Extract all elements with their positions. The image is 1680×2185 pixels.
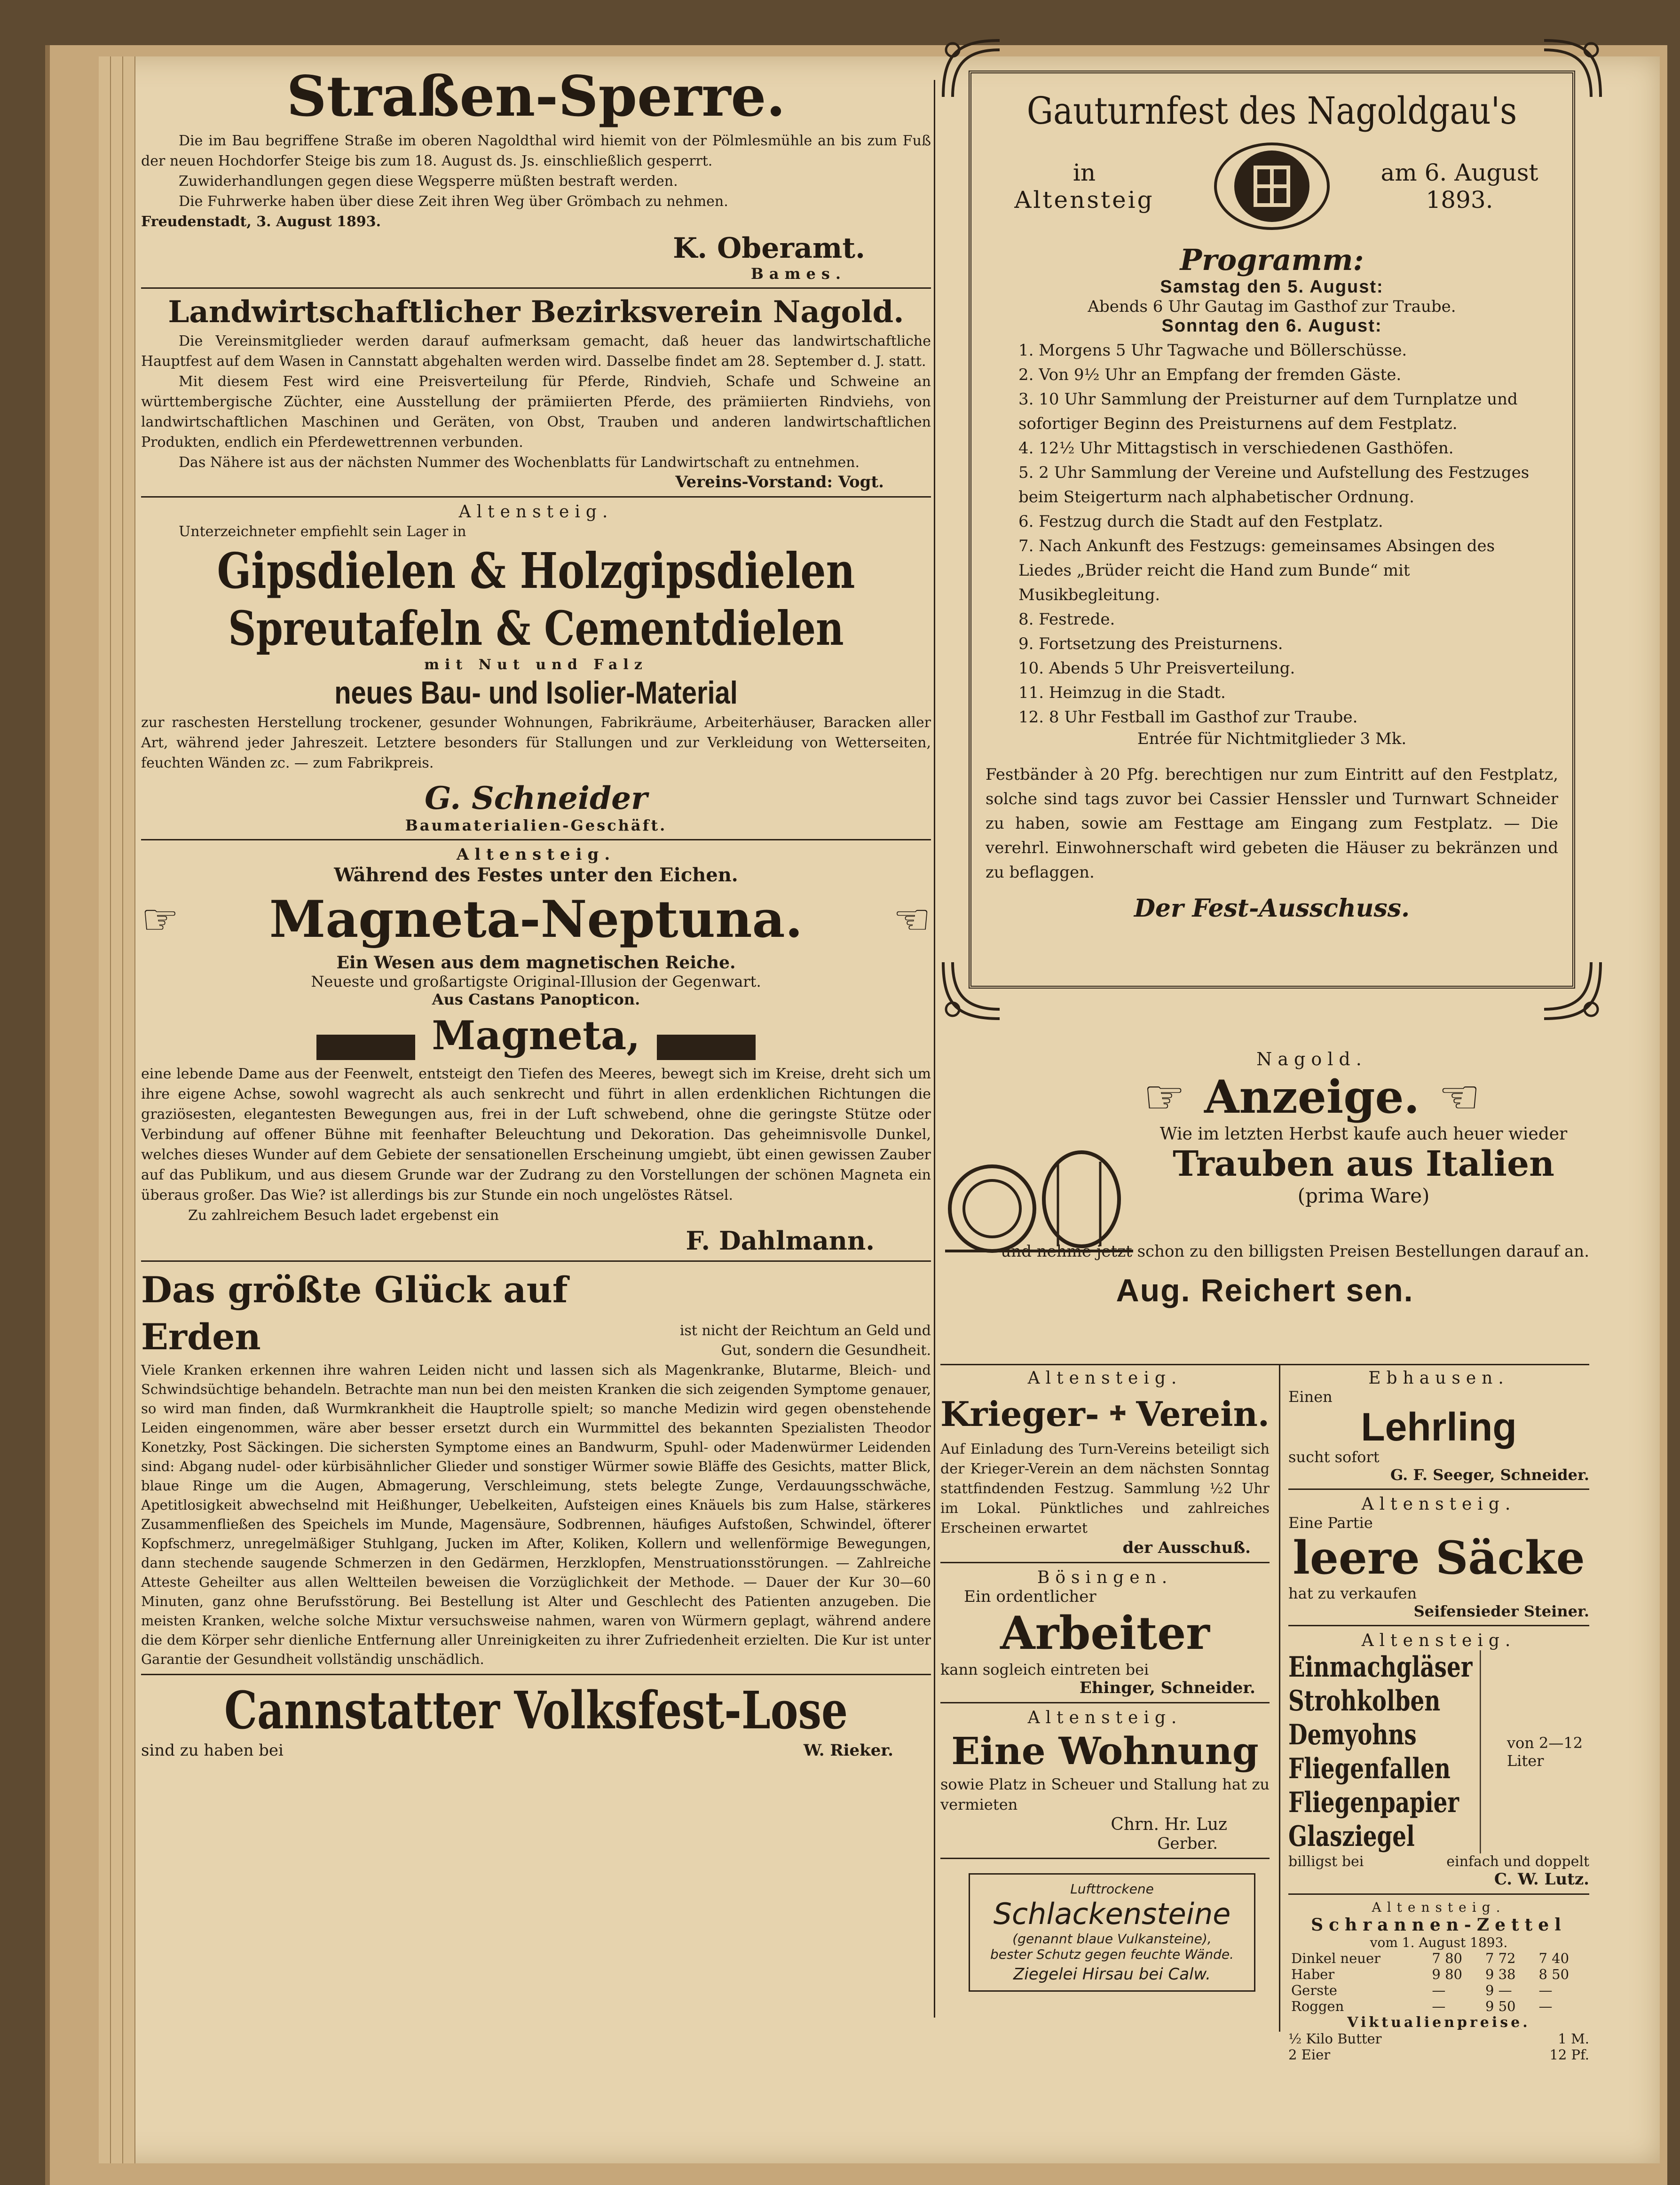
ad-title: Landwirtschaftlicher Bezirksverein Nagold. (168, 294, 904, 330)
ad-text: in (1073, 159, 1096, 186)
place: Altensteig. (1027, 1708, 1183, 1727)
iron-cross-icon (1109, 1388, 1127, 1440)
ad-arbeiter (940, 1568, 1270, 1697)
headline: Anzeige. (1204, 1070, 1420, 1124)
ad-glueck (141, 1267, 931, 1669)
ad-text: Die Fuhrwerke haben über diese Zeit ihren Weg über Grömbach zu nehmen. (179, 193, 728, 210)
column-rule (1279, 1364, 1280, 2032)
headline: Lehrling (1361, 1405, 1517, 1449)
ad-text: Zu zahlreichem Besuch ladet ergebenst ein (188, 1207, 499, 1224)
headline: Krieger- (940, 1393, 1099, 1434)
place: Bösingen. (1037, 1568, 1173, 1587)
divider (940, 1562, 1270, 1563)
product-item: Fliegenpapier (1288, 1786, 1459, 1819)
headline: Magneta, (432, 1012, 640, 1059)
ad-text: (prima Ware) (1297, 1184, 1430, 1207)
table-subtitle: Viktualienpreise. (1347, 2014, 1530, 2031)
ad-text: Die im Bau begriffene Straße im oberen Nagoldthal wird hiemit von der Pölmlesmühle an bis zum Fuß der neuen Hochdorfer Steige bis zum 18. August ds. Js. einschließlich gesperrt. (141, 133, 931, 169)
ad-text: von 2—12 Liter (1506, 1734, 1583, 1770)
table-cell: 9 38 (1485, 1966, 1516, 1982)
table-cell: 7 40 (1538, 1950, 1570, 1966)
headline: Gipsdielen & Holzgipsdielen (217, 542, 855, 600)
signer: F. Dahlmann. (686, 1225, 875, 1256)
corner-ornament-icon (1539, 36, 1605, 102)
ad-text: zur raschesten Herstellung trockener, gesunder Wohnungen, Fabrikräume, Arbeiterhäuser, Baracken aller Art, während jeder Jahreszeit. Letztere besonders für Stallungen und zur Verkleidung von Wetterseiten, feuchten Wänden zc. — zum Fabrikpreis. (141, 714, 931, 771)
ad-text: sowie Platz in Scheuer und Stallung hat zu vermieten (940, 1775, 1270, 1813)
table-row (1288, 1998, 1589, 2014)
program-item: 3. 10 Uhr Sammlung der Preisturner auf dem Turnplatze und sofortiger Beginn des Preisturnens auf dem Festplatz. (1018, 390, 1518, 433)
signer: Ziegelei Hirsau bei Calw. (1013, 1965, 1211, 1984)
signer: der Ausschuß. (1122, 1538, 1251, 1557)
ad-gauturnfest (969, 71, 1575, 989)
table-cell: 7 80 (1432, 1950, 1462, 1966)
program-item: 11. Heimzug in die Stadt. (1018, 683, 1226, 702)
signer: Seifensieder Steiner. (1413, 1602, 1589, 1620)
table-cell: 9 50 (1485, 1998, 1516, 2014)
headline: Das größte Glück auf Erden (141, 1268, 568, 1358)
place: Altensteig. (456, 845, 616, 864)
pointing-hand-icon: ☞ (141, 895, 179, 944)
ad-text: ist nicht der Reichtum an Geld und Gut, sondern die Gesundheit. (679, 1322, 931, 1359)
ad-magneta (141, 845, 931, 1256)
ad-text: Das Nähere ist aus der nächsten Nummer des Wochenblatts für Landwirtschaft zu entnehmen. (179, 454, 860, 471)
program-item: 2. Von 9½ Uhr an Empfang der fremden Gäste. (1018, 365, 1402, 384)
program-list (1018, 338, 1544, 729)
divider (141, 839, 931, 840)
table-cell: 9 80 (1432, 1966, 1462, 1982)
table-cell: 12 Pf. (1549, 2047, 1589, 2063)
divider (141, 287, 931, 289)
product-item: Demyohns (1288, 1718, 1417, 1751)
ad-text: sind zu haben bei (141, 1741, 284, 1760)
place: Altensteig (1014, 186, 1154, 214)
signer: Vereins-Vorstand: Vogt. (675, 473, 884, 491)
section-title: Programm: (1180, 243, 1364, 277)
program-item: 6. Festzug durch die Stadt auf den Festplatz. (1018, 512, 1383, 531)
ad-text: Unterzeichneter empfiehlt sein Lager in (179, 523, 466, 540)
signer: Ehinger, Schneider. (1079, 1678, 1255, 1697)
program-text: Entrée für Nichtmitglieder 3 Mk. (1137, 729, 1407, 748)
left-column (141, 63, 931, 1760)
ad-text: sucht sofort (1288, 1448, 1380, 1466)
ad-title: Straßen-Sperre. (286, 63, 786, 129)
ad-text: (genannt blaue Vulkansteine), (1012, 1931, 1212, 1947)
date: am 6. August (1380, 159, 1538, 186)
headline: Verein. (1136, 1393, 1270, 1434)
place: Altensteig. (1361, 1495, 1516, 1514)
table-date: vom 1. August 1893. (1370, 1935, 1508, 1950)
table-cell: Roggen (1291, 1998, 1344, 2014)
ad-text: und nehme jetzt schon zu den billigsten Preisen Bestellungen darauf an. (1001, 1242, 1589, 1261)
table-cell: — (1538, 1982, 1553, 1998)
place: Altensteig. (1372, 1900, 1506, 1915)
ad-text: Viele Kranken erkennen ihre wahren Leiden nicht und lassen sich als Magenkranke, Blutarme, Bleich- und Schwindsüchtige behandeln. Betrachte man nun bei den meisten Kranken die sich zeigenden Symptome genauer, so wird man finden, daß Wurmkrankheit die Hauptrolle spielt; so manche Medizin wird gegen obenstehende Leiden eingenommen, wäre aber besser ersetzt durch ein Wurmmittel des bekannten Spezialisten Theodor Konetzky, Post Säckingen. Die sichersten Symptome eines an Bandwurm, Spuhl- oder Madenwürmer Leidenden sind: Abgang nudel- oder kürbisähnlicher Glieder und sonstiger Würmer sowie Bläffe des Gesichts, matter Blick, blaue Ringe um die Augen, Abmagerung, Verschleimung, stets belegte Zunge, Verdauungsschwäche, Apetitlosigkeit abwechselnd mit Heißhunger, Uebelkeiten, Aufsteigen eines Knäuels bis zum Halse, stärkeres Zusammenfließen des Speichels im Munde, Magensäure, Sodbrennen, häufiges Aufstoßen, Schwindel, öfterer Kopfschmerz, unregelmäßiger Stuhlgang, Jucken im After, Koliken, Kollern und wellenförmige Bewegungen, dann stechende saugende Schmerzen in den Gedärmen, Herzklopfen, Menstruationsstörungen. — Zahlreiche Atteste Geheilter aus allen Weltteilen beweisen die Vorzüglichkeit der Methode. — Dauer der Kur 30—60 Minuten, ganz ohne Berufsstörung. Bei Bestellung ist Alter und Geschlecht des Patienten anzugeben. Die meisten Kranken, welche solche Mixtur versuchsweise nahmen, waren von Würmern geplagt, während andere die dem Körper sehr dienliche Entfernung aller Unreinigkeiten zu ihrer Zufriedenheit erzielten. Die Kur ist unter Garantie der Gesundheit vollständig unschädlich. (141, 1362, 931, 1667)
divider (1288, 1625, 1589, 1626)
table-cell: 2 Eier (1288, 2047, 1331, 2063)
subline: Neueste und großartigste Original-Illusion der Gegenwart. (311, 973, 761, 990)
program-item: 12. 8 Uhr Festball im Gasthof zur Traube. (1018, 708, 1358, 727)
ad-text: billigst bei (1288, 1853, 1364, 1870)
ad-text: bester Schutz gegen feuchte Wände. (990, 1947, 1234, 1962)
decorative-bar (657, 1035, 756, 1060)
program-item: 9. Fortsetzung des Preisturnens. (1018, 634, 1283, 653)
program-item: 7. Nach Ankunft des Festzugs: gemeinsames Absingen des Liedes „Brüder reicht die Hand zum Bunde“ mit Musikbegleitung. (1018, 537, 1495, 604)
place: Altensteig. (1361, 1631, 1516, 1650)
headline: neues Bau- und Isolier-Material (334, 675, 738, 711)
wine-barrels-illustration (940, 1143, 1138, 1256)
subline: mit Nut und Falz (424, 657, 648, 673)
headline: Spreutafeln & Cementdielen (228, 601, 844, 656)
signer: C. W. Lutz. (1494, 1870, 1589, 1889)
subcolumn-right (1288, 1369, 1589, 2063)
ad-text: eine lebende Dame aus der Feenwelt, entsteigt den Tiefen des Meeres, bewegt sich im Kreise, dreht sich um ihre eigene Achse, sowohl wagrecht als auch senkrecht und führt in allen erdenklichen Richtungen die graziösesten, elegantesten Bewegungen aus, frei in der Luft schwebend, ohne die geringste Stütze oder Verbindung auf offener Bühne mit feenhafter Beleuchtung und Dekoration. Das geheimnisvolle Dunkel, welches dieses Wunder auf dem Gebiete der sensationellen Erscheinung umgiebt, übt einen gewissen Zauber auf das Publikum, und aus diesem Grunde war der Zudrang zu den Vorstellungen der schönen Magneta ein überaus großer. Das Wie? ist allerdings bis zur Stunde ein noch ungelöstes Rätsel. (141, 1065, 931, 1203)
table-cell: Haber (1291, 1966, 1335, 1982)
product-item: Fliegenfallen (1288, 1752, 1451, 1785)
table-cell: 1 M. (1558, 2031, 1589, 2047)
ad-lehrling (1288, 1369, 1589, 1484)
headline: Arbeiter (1000, 1607, 1210, 1660)
divider (141, 1260, 931, 1262)
table-cell: ½ Kilo Butter (1288, 2031, 1382, 2047)
product-item: Strohkolben (1288, 1685, 1441, 1718)
subcolumn-left (940, 1369, 1270, 1992)
corner-ornament-icon (1539, 958, 1605, 1023)
divider (940, 1364, 1589, 1365)
product-item: Einmachgläser (1288, 1651, 1473, 1684)
table-cell: — (1538, 1998, 1553, 2014)
product-item: Glasziegel (1288, 1820, 1415, 1853)
program-item: 10. Abends 5 Uhr Preisverteilung. (1018, 659, 1295, 678)
place: Altensteig. (1027, 1369, 1183, 1388)
page-edge (111, 56, 123, 2163)
table-row (1288, 1950, 1589, 1966)
program-text: Abends 6 Uhr Gautag im Gasthof zur Traube. (1088, 297, 1456, 316)
signer: Chrn. Hr. Luz (1111, 1815, 1227, 1834)
headline: Eine Wohnung (951, 1729, 1259, 1773)
headline: leere Säcke (1293, 1531, 1585, 1584)
page-edge (123, 56, 135, 2163)
table-title: Schrannen-Zettel (1311, 1915, 1567, 1935)
signer: Der Fest-Ausschuss. (1134, 894, 1410, 923)
firm: Baumaterialien-Geschäft. (405, 816, 667, 834)
table-cell: — (1432, 1998, 1446, 2014)
divider (141, 1674, 931, 1675)
ad-text: Die Vereinsmitglieder werden darauf aufmerksam gemacht, daß heuer das landwirtschaftliche Hauptfest auf dem Wasen in Cannstatt abgehalten werden wird. Dasselbe findet am 28. September d. J. statt. (141, 333, 931, 370)
ad-text: Auf Einladung des Turn-Vereins beteiligt sich der Krieger-Verein an dem nächsten Sonntag stattfindenden Festzug. Sammlung ½2 Uhr im Lokal. Pünktliches und zahlreiches Erscheinen erwartet (940, 1441, 1270, 1536)
year: 1893. (1426, 186, 1493, 214)
place: Nagold. (1256, 1049, 1367, 1069)
ad-landwirtschaft (141, 293, 931, 491)
headline: Cannstatter Volksfest-Lose (224, 1679, 848, 1741)
table-cell: — (1432, 1982, 1446, 1998)
table-row (1288, 1966, 1589, 1982)
subline: Aus Castans Panopticon. (432, 990, 640, 1008)
signer: Aug. Reichert sen. (1116, 1273, 1414, 1308)
corner-ornament-icon (939, 958, 1004, 1023)
signer: K. Oberamt. (673, 232, 865, 265)
right-column (940, 28, 1589, 2063)
table-cell: 7 72 (1485, 1950, 1516, 1966)
headline: Magneta-Neptuna. (269, 890, 803, 949)
ad-text: einfach und doppelt (1446, 1853, 1589, 1870)
ad-schlackensteine (969, 1873, 1255, 1992)
program-item: 8. Festrede. (1018, 610, 1115, 629)
ad-text: Zuwiderhandlungen gegen diese Wegsperre müßten bestraft werden. (179, 173, 678, 190)
pointing-hand-icon: ☜ (1438, 1069, 1481, 1124)
divider (1288, 1893, 1589, 1895)
ad-wohnung (940, 1708, 1270, 1853)
program-item: 5. 2 Uhr Sammlung der Vereine und Aufstellung des Festzuges beim Steigerturm nach alphabetischer Ordnung. (1018, 463, 1530, 507)
signer: W. Rieker. (803, 1741, 893, 1760)
signer: G. F. Seeger, Schneider. (1390, 1466, 1589, 1484)
headline: Schlackensteine (993, 1897, 1231, 1931)
day-heading: Sonntag den 6. August: (1161, 316, 1382, 336)
ad-glaeser (1288, 1631, 1589, 1889)
pointing-hand-icon: ☞ (1143, 1069, 1186, 1124)
subline: Während des Festes unter den Eichen. (334, 864, 738, 886)
turner-emblem-icon (1211, 139, 1333, 233)
table-cell: Dinkel neuer (1291, 1950, 1380, 1966)
divider (940, 1702, 1270, 1703)
ad-strassen-sperre (141, 63, 931, 283)
ad-text: Lufttrockene (1070, 1881, 1154, 1897)
table-schrannen-zettel (1288, 1900, 1589, 2063)
ad-schneider (141, 502, 931, 834)
ad-text: Mit diesem Fest wird eine Preisverteilung für Pferde, Rindvieh, Schafe und Schweine an württembergische Züchter, eine Ausstellung der prämiierten Pferde, des prämiierten Rindviehs, von landwirtschaftlichen Maschinen und Geräten, von Obst, Trauben und anderen landwirtschaftlichen Produkten, endlich ein Pferdewettrennen verbunden. (141, 373, 931, 451)
place: Altensteig. (458, 502, 614, 522)
table-row (1288, 1982, 1589, 1998)
ad-text: Wie im letzten Herbst kaufe auch heuer wieder (1159, 1124, 1568, 1144)
program-item: 1. Morgens 5 Uhr Tagwache und Böllerschüsse. (1018, 341, 1407, 360)
ad-reichert (940, 1049, 1589, 1309)
place: Ebhausen. (1368, 1369, 1509, 1388)
signer-name: Bames. (750, 265, 846, 283)
ad-volksfest-lose (141, 1680, 931, 1760)
divider (940, 1858, 1270, 1859)
table-cell: Gerste (1291, 1982, 1337, 1998)
headline: Trauben aus Italien (1173, 1144, 1554, 1184)
name: G. Schneider (425, 780, 647, 816)
ad-text: Eine Partie (1288, 1514, 1373, 1532)
subline: Ein Wesen aus dem magnetischen Reiche. (336, 953, 736, 973)
ad-krieger-verein (940, 1369, 1270, 1557)
ad-text: kann sogleich eintreten bei (940, 1661, 1149, 1678)
day-heading: Samstag den 5. August: (1160, 277, 1384, 297)
ad-saecke (1288, 1495, 1589, 1620)
divider (1288, 1488, 1589, 1490)
program-note: Festbänder à 20 Pfg. berechtigen nur zum Eintritt auf den Festplatz, solche sind tags zuvor bei Cassier Henssler und Turnwart Schneider zu haben, sowie am Festtage am Eingang zum Festplatz. — Die verehrl. Einwohnerschaft wird gebeten die Häuser zu bekränzen und zu beflaggen. (986, 765, 1558, 882)
decorative-bar (316, 1035, 415, 1060)
dateline: Freudenstadt, 3. August 1893. (141, 214, 381, 230)
pointing-hand-icon: ☜ (893, 895, 931, 944)
divider (141, 496, 931, 498)
signer-trade: Gerber. (1157, 1834, 1218, 1853)
column-rule (934, 80, 935, 2018)
price-table (1288, 1950, 1589, 2014)
page-edge (99, 56, 111, 2163)
program-item: 4. 12½ Uhr Mittagstisch in verschiedenen Gasthöfen. (1018, 439, 1454, 458)
headline: Gauturnfest des Nagoldgau's (1026, 89, 1517, 133)
corner-ornament-icon (939, 36, 1004, 102)
ad-text: Ein ordentlicher (964, 1587, 1096, 1606)
table-cell: 9 — (1485, 1982, 1512, 1998)
ad-text: Einen (1288, 1388, 1333, 1406)
table-cell: 8 50 (1538, 1966, 1570, 1982)
ad-text: hat zu verkaufen (1288, 1584, 1417, 1602)
